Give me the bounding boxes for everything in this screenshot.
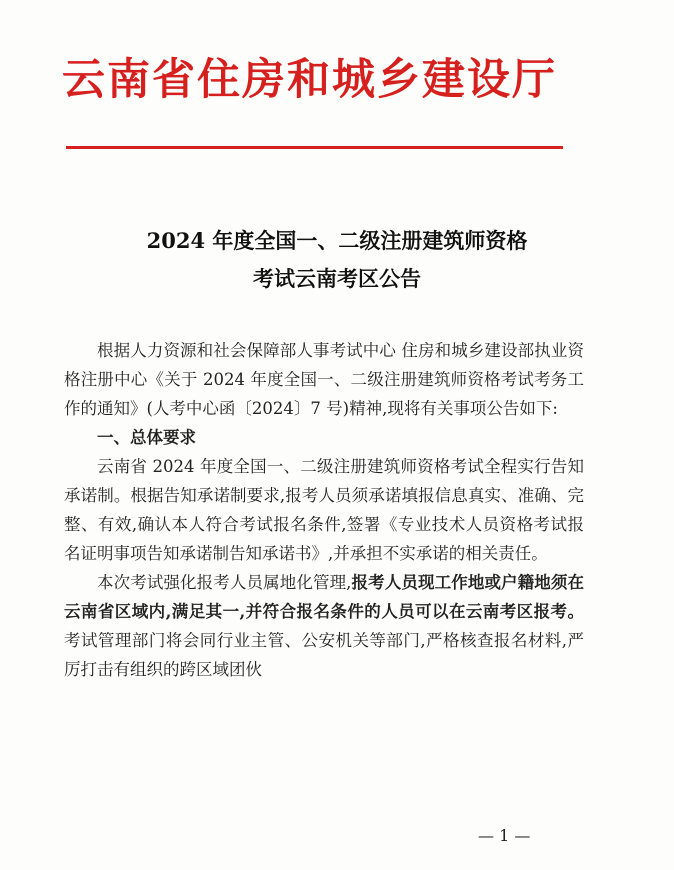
commitment-paragraph: 云南省 2024 年度全国一、二级注册建筑师资格考试全程实行告知承诺制。根据告知承诺制要求,报考人员须承诺填报信息真实、准确、完整、有效,确认本人符合考试报名条件,签署《专业技术人员资格考试报名证明事项告知承诺制告知承诺书》,并承担不实承诺的相关责任。: [64, 457, 584, 563]
locality-paragraph: [64, 568, 584, 684]
section-heading-general-requirements: 一、总体要求: [97, 428, 196, 447]
document-body: [64, 336, 584, 684]
page-number: — 1 —: [478, 826, 531, 845]
document-title-line-1: 2024 年度全国一、二级注册建筑师资格: [146, 228, 528, 253]
locality-text-start: 本次考试强化报考人员属地化管理,: [97, 573, 352, 592]
intro-paragraph: 根据人力资源和社会保障部人事考试中心 住房和城乡建设部执业资格注册中心《关于 2024 年度全国一、二级注册建筑师资格考试考务工作的通知》(人考中心函〔2024〕7 号)精神,现将有关事项公告如下:: [64, 341, 584, 418]
locality-text-end: 考试管理部门将会同行业主管、公安机关等部门,严格核查报名材料,严厉打击有组织的跨区域团伙: [64, 631, 584, 679]
document-title: [60, 222, 614, 298]
locality-emphasis: 报考人员现工作地或户籍地须在云南省区域内,满足其一,并符合报名条件的人员可以在云南考区报考。: [64, 573, 585, 621]
header-red-rule: [66, 146, 563, 149]
document-title-line-2: 考试云南考区公告: [253, 266, 421, 291]
issuing-authority-header: 云南省住房和城乡建设厅: [62, 55, 557, 105]
